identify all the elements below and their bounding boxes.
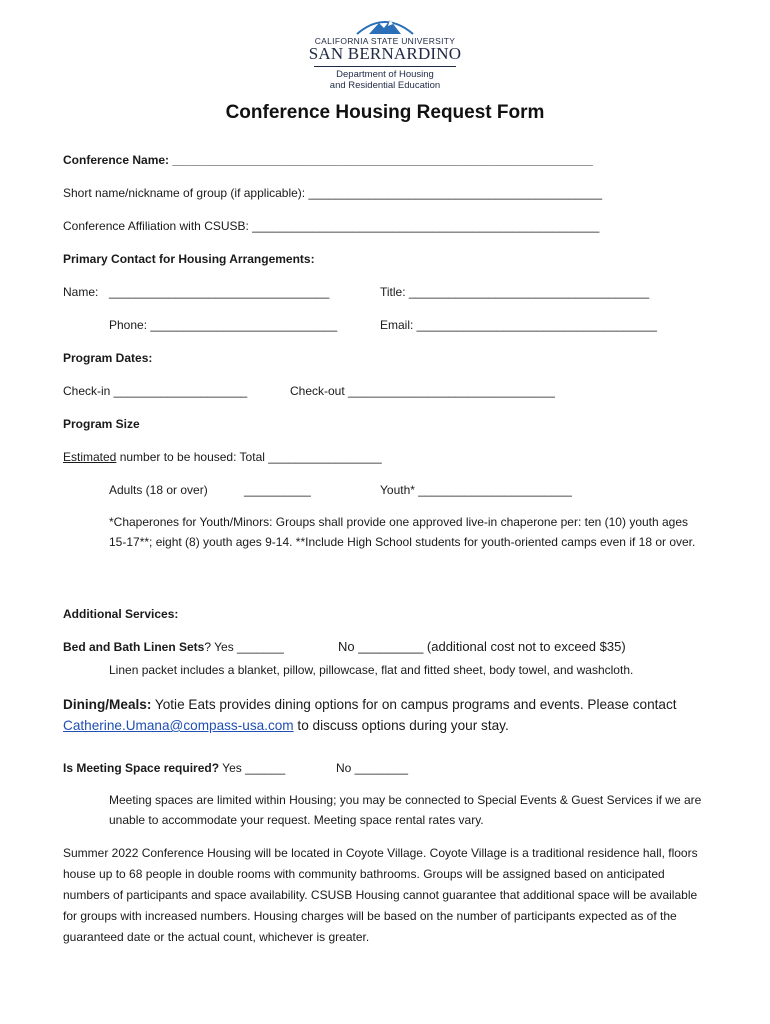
university-name-line2: SAN BERNARDINO xyxy=(308,44,462,63)
adults-input-line[interactable]: __________ xyxy=(244,483,311,497)
short-name-field[interactable]: Short name/nickname of group (if applicable): ____________________________________________ xyxy=(63,186,603,200)
additional-services-heading: Additional Services: xyxy=(63,607,179,621)
program-dates-heading: Program Dates: xyxy=(63,351,153,365)
estimated-total-field[interactable] xyxy=(63,450,382,464)
meeting-yes-text: Yes ______ xyxy=(219,761,286,775)
linen-no-field[interactable]: No _________ (additional cost not to exceed $35) xyxy=(338,639,626,654)
dining-line1 xyxy=(63,697,677,712)
meeting-yes-field[interactable] xyxy=(63,761,285,775)
conference-name-field[interactable] xyxy=(63,153,593,167)
meeting-label: Is Meeting Space required? xyxy=(63,761,220,775)
mountain-peaks-icon xyxy=(355,14,415,36)
adults-label: Adults (18 or over) xyxy=(109,483,208,497)
estimated-word: Estimated xyxy=(63,450,117,464)
form-title: Conference Housing Request Form xyxy=(225,102,545,123)
university-name-line1: CALIFORNIA STATE UNIVERSITY xyxy=(314,36,456,46)
university-logo xyxy=(300,14,470,94)
phone-field[interactable]: Phone: ____________________________ xyxy=(109,318,338,332)
email-field[interactable]: Email: ____________________________________ xyxy=(380,318,657,332)
linen-note: Linen packet includes a blanket, pillow, pillowcase, flat and fitted sheet, body towel, and washcloth. xyxy=(109,663,634,677)
estimated-total-text: number to be housed: Total _________________ xyxy=(116,450,382,464)
dining-label: Dining/Meals: xyxy=(63,697,152,712)
chaperone-note: *Chaperones for Youth/Minors: Groups shall provide one approved live-in chaperone per: ten (10) youth ages 15-17**; eight (8) youth ages 9-14. **Include High School students for youth-oriented camps even if 18 or over. xyxy=(109,515,696,549)
checkout-field[interactable]: Check-out _______________________________ xyxy=(290,384,555,398)
meeting-note: Meeting spaces are limited within Housing; you may be connected to Special Events & Guest Services if we are unable to accommodate your request. Meeting space rental rates vary. xyxy=(109,793,702,827)
dining-line2 xyxy=(63,718,509,733)
name-label: Name: xyxy=(63,285,99,299)
dining-email-link[interactable]: Catherine.Umana@compass-usa.com xyxy=(63,718,294,733)
dining-text1: Yotie Eats provides dining options for on campus programs and events. Please contact xyxy=(151,697,677,712)
logo-divider xyxy=(314,66,456,67)
summer-housing-note: Summer 2022 Conference Housing will be located in Coyote Village. Coyote Village is a traditional residence hall, floors house up to 68 people in double rooms with community bathrooms. Groups will be assigned based on anticipated numbers of participants and space availability. CSUSB Housing cannot guarantee that additional space will be available for groups with increased numbers. Housing charges will be based on the number of participants expected as of the guaranteed date or the actual count, whichever is greater. xyxy=(63,846,698,944)
dining-text2: to discuss options during your stay. xyxy=(293,718,509,733)
linen-yes-text: ? Yes _______ xyxy=(204,640,284,654)
conference-name-text: Conference Name: _______________________________________________________________ xyxy=(63,153,593,167)
linen-label: Bed and Bath Linen Sets xyxy=(63,640,205,654)
name-input-line[interactable]: _________________________________ xyxy=(109,285,330,299)
program-size-heading: Program Size xyxy=(63,417,140,431)
primary-contact-heading: Primary Contact for Housing Arrangements: xyxy=(63,252,315,266)
department-line1: Department of Housing xyxy=(336,69,434,80)
title-field[interactable]: Title: ____________________________________ xyxy=(380,285,650,299)
department-line2: and Residential Education xyxy=(329,80,441,91)
youth-field[interactable]: Youth* _______________________ xyxy=(380,483,572,497)
affiliation-field[interactable]: Conference Affiliation with CSUSB: ____________________________________________________ xyxy=(63,219,600,233)
checkin-field[interactable]: Check-in ____________________ xyxy=(63,384,248,398)
linen-yes-field[interactable] xyxy=(63,640,284,654)
meeting-no-field[interactable]: No ________ xyxy=(336,761,409,775)
